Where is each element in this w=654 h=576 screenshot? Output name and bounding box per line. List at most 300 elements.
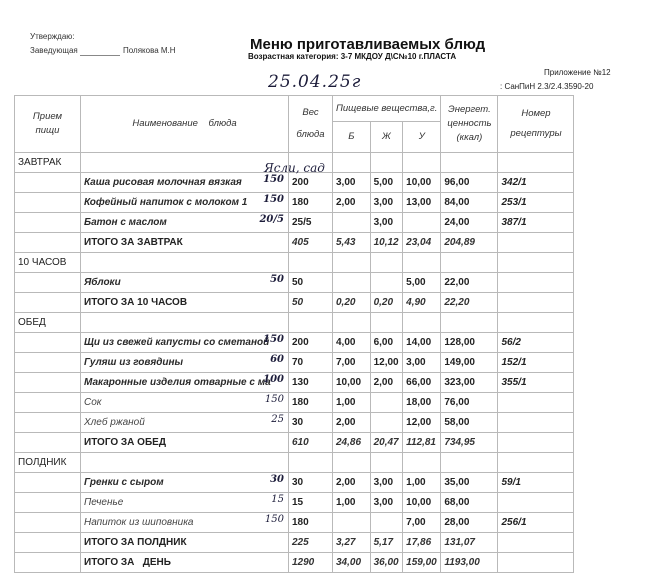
- handwritten-date: 25.04.25г: [268, 72, 362, 92]
- total-protein: [333, 233, 371, 253]
- dish-row: [15, 273, 574, 293]
- empty-cell: [498, 153, 574, 173]
- total-label: [81, 293, 289, 313]
- dish-row: [15, 193, 574, 213]
- empty-cell: [498, 453, 574, 473]
- protein-value-text: 1,00: [336, 397, 356, 408]
- section-blank: [81, 253, 289, 273]
- menu-table: [14, 95, 574, 573]
- dish-weight-text: 180: [292, 197, 309, 208]
- dish-name: [81, 493, 289, 513]
- handwritten-portion: 100: [263, 374, 284, 385]
- header-protein: Б: [333, 122, 371, 153]
- dish-name: [81, 373, 289, 393]
- meal-blank: [15, 273, 81, 293]
- fat-value-text: 12,00: [373, 357, 399, 368]
- dish-name-text: Напиток из шиповника: [84, 517, 194, 528]
- dish-weight-text: 180: [292, 517, 309, 528]
- section-row: [15, 153, 574, 173]
- section-title: [15, 253, 81, 273]
- fat-value: [370, 473, 403, 493]
- approve-name: Полякова М.Н: [123, 46, 176, 55]
- section-title: [15, 153, 81, 173]
- day-total-energy-text: 1193,00: [444, 557, 480, 568]
- handwritten-portion: 20/5: [259, 214, 284, 225]
- total-carbs: [403, 233, 441, 253]
- header-nutrients: Пищевые вещества,г.: [333, 96, 441, 122]
- protein-value-text: 7,00: [336, 357, 356, 368]
- total-protein-text: 24,86: [336, 437, 362, 448]
- dish-name: [81, 413, 289, 433]
- meal-blank: [15, 553, 81, 573]
- total-energy: [441, 233, 498, 253]
- total-weight-text: 225: [292, 537, 309, 548]
- dish-name-text: Печенье: [84, 497, 124, 508]
- empty-cell: [370, 313, 403, 333]
- empty-cell: [370, 153, 403, 173]
- dish-weight: [289, 413, 333, 433]
- handwritten-slash: [289, 413, 290, 432]
- recipe-number: [498, 473, 574, 493]
- document-subtitle: Возрастная категория: 3-7 МКДОУ Д\С№10 г.ПЛАСТА: [248, 52, 457, 61]
- total-carbs-text: 17,86: [406, 537, 432, 548]
- dish-name: [81, 513, 289, 533]
- protein-value-text: 4,00: [336, 337, 356, 348]
- protein-value: [333, 173, 371, 193]
- total-label: [81, 433, 289, 453]
- recipe-number-text: 56/2: [501, 337, 521, 348]
- recipe-blank: [498, 293, 574, 313]
- handwritten-portion: 150: [264, 394, 284, 405]
- dish-name-text: Каша рисовая молочная вязкая: [84, 177, 242, 188]
- total-fat-text: 20,47: [373, 437, 399, 448]
- protein-value: [333, 373, 371, 393]
- total-protein-text: 3,27: [336, 537, 356, 548]
- handwritten-note: Ясли, сад: [264, 160, 325, 175]
- handwritten-portion: 60: [270, 354, 284, 365]
- dish-name-text: Хлеб ржаной: [84, 417, 145, 428]
- handwritten-portion: 30: [270, 474, 284, 485]
- total-label-text: ИТОГО ЗА ОБЕД: [84, 437, 166, 448]
- dish-weight-text: 50: [292, 277, 304, 288]
- dish-row: [15, 493, 574, 513]
- recipe-number: [498, 393, 574, 413]
- carbs-value: [403, 213, 441, 233]
- total-fat-text: 10,12: [373, 237, 399, 248]
- dish-name: [81, 173, 289, 193]
- empty-cell: [333, 153, 371, 173]
- dish-row: [15, 213, 574, 233]
- fat-value-text: 3,00: [373, 217, 394, 228]
- carbs-value-text: 10,00: [406, 177, 432, 188]
- energy-value-text: 58,00: [444, 417, 470, 428]
- dish-weight: [289, 513, 333, 533]
- carbs-value: [403, 273, 441, 293]
- energy-value-text: 128,00: [444, 337, 475, 348]
- recipe-number-text: 59/1: [501, 477, 521, 488]
- section-title-text: 10 ЧАСОВ: [18, 257, 67, 268]
- handwritten-portion: 15: [271, 494, 284, 505]
- dish-name-text: Кофейный напиток с молоком 1: [84, 197, 248, 208]
- header-meal: Прием пищи: [15, 96, 81, 153]
- recipe-number: [498, 173, 574, 193]
- protein-value-text: 10,00: [336, 377, 362, 388]
- recipe-number-text: 152/1: [501, 357, 527, 368]
- recipe-number-text: 256/1: [501, 517, 527, 528]
- recipe-number: [498, 333, 574, 353]
- day-total-protein-text: 34,00: [336, 557, 362, 568]
- header-dish-name: Наименование блюда: [81, 96, 289, 153]
- dish-weight-text: 15: [292, 497, 304, 508]
- empty-cell: [403, 453, 441, 473]
- section-title-text: ОБЕД: [18, 317, 46, 328]
- recipe-blank: [498, 553, 574, 573]
- total-energy-text: 204,89: [444, 237, 475, 248]
- protein-value: [333, 473, 371, 493]
- carbs-value: [403, 333, 441, 353]
- energy-value: [441, 373, 498, 393]
- dish-weight: [289, 213, 333, 233]
- energy-value: [441, 513, 498, 533]
- protein-value: [333, 413, 371, 433]
- empty-cell: [333, 313, 371, 333]
- sanpin-label: : СанПиН 2.3/2.4.3590-20: [500, 82, 594, 91]
- header-energy: Энергет. ценность (ккал): [441, 96, 498, 153]
- dish-row: [15, 393, 574, 413]
- dish-name: [81, 193, 289, 213]
- total-weight-text: 50: [292, 297, 304, 308]
- recipe-blank: [498, 533, 574, 553]
- total-row: [15, 293, 574, 313]
- recipe-number: [498, 493, 574, 513]
- energy-value-text: 24,00: [444, 217, 470, 228]
- dish-weight-text: 130: [292, 377, 309, 388]
- empty-cell: [498, 313, 574, 333]
- section-row: [15, 253, 574, 273]
- handwritten-slash: [289, 393, 290, 412]
- day-total-label: [81, 553, 289, 573]
- recipe-number: [498, 513, 574, 533]
- section-title-text: ПОЛДНИК: [18, 457, 67, 468]
- handwritten-portion: 25: [271, 414, 284, 425]
- dish-name-text: Гренки с сыром: [84, 477, 164, 488]
- total-label-text: ИТОГО ЗА ПОЛДНИК: [84, 537, 187, 548]
- dish-name: [81, 473, 289, 493]
- fat-value: [370, 213, 403, 233]
- fat-value-text: 6,00: [373, 337, 394, 348]
- handwritten-portion: 50: [270, 274, 284, 285]
- energy-value: [441, 493, 498, 513]
- meal-blank: [15, 393, 81, 413]
- energy-value-text: 35,00: [444, 477, 470, 488]
- recipe-blank: [498, 433, 574, 453]
- carbs-value-text: 14,00: [406, 337, 432, 348]
- day-total-row: [15, 553, 574, 573]
- fat-value: [370, 413, 403, 433]
- empty-cell: [403, 153, 441, 173]
- dish-weight: [289, 373, 333, 393]
- meal-blank: [15, 513, 81, 533]
- total-fat: [370, 293, 403, 313]
- dish-weight-text: 200: [292, 337, 309, 348]
- signature-line: [80, 55, 120, 56]
- handwritten-slash: [289, 193, 290, 212]
- total-row: [15, 233, 574, 253]
- empty-cell: [333, 253, 371, 273]
- dish-weight-text: 25/5: [292, 217, 312, 228]
- dish-weight: [289, 473, 333, 493]
- meal-blank: [15, 533, 81, 553]
- protein-value-text: 2,00: [336, 477, 356, 488]
- carbs-value-text: 13,00: [406, 197, 432, 208]
- section-row: [15, 313, 574, 333]
- empty-cell: [441, 153, 498, 173]
- energy-value: [441, 333, 498, 353]
- dish-weight: [289, 173, 333, 193]
- empty-cell: [289, 313, 333, 333]
- handwritten-portion: 150: [263, 174, 284, 185]
- recipe-number: [498, 193, 574, 213]
- fat-value: [370, 273, 403, 293]
- fat-value: [370, 393, 403, 413]
- carbs-value: [403, 513, 441, 533]
- empty-cell: [333, 453, 371, 473]
- total-protein-text: 0,20: [336, 297, 356, 308]
- recipe-blank: [498, 233, 574, 253]
- total-weight-text: 405: [292, 237, 309, 248]
- recipe-number: [498, 213, 574, 233]
- section-row: [15, 453, 574, 473]
- energy-value: [441, 273, 498, 293]
- dish-row: [15, 353, 574, 373]
- meal-blank: [15, 193, 81, 213]
- meal-blank: [15, 413, 81, 433]
- day-total-carbs-text: 159,00: [406, 557, 437, 568]
- total-energy: [441, 293, 498, 313]
- dish-name-text: Сок: [84, 397, 102, 408]
- meal-blank: [15, 173, 81, 193]
- energy-value: [441, 193, 498, 213]
- fat-value-text: 3,00: [373, 197, 394, 208]
- total-fat-text: 5,17: [373, 537, 394, 548]
- total-weight: [289, 533, 333, 553]
- dish-row: [15, 473, 574, 493]
- carbs-value: [403, 373, 441, 393]
- total-label-text: ИТОГО ЗА 10 ЧАСОВ: [84, 297, 188, 308]
- energy-value-text: 96,00: [444, 177, 470, 188]
- handwritten-portion: 150: [263, 334, 284, 345]
- total-weight-text: 610: [292, 437, 309, 448]
- total-label-text: ИТОГО ЗА ЗАВТРАК: [84, 237, 183, 248]
- dish-weight: [289, 393, 333, 413]
- energy-value: [441, 213, 498, 233]
- header-carbs: У: [403, 122, 441, 153]
- protein-value-text: 1,00: [336, 497, 356, 508]
- carbs-value: [403, 393, 441, 413]
- fat-value: [370, 513, 403, 533]
- dish-name-text: Батон с маслом: [84, 217, 167, 228]
- dish-name: [81, 213, 289, 233]
- recipe-number-text: 387/1: [501, 217, 527, 228]
- day-total-fat-text: 36,00: [373, 557, 399, 568]
- carbs-value-text: 12,00: [406, 417, 432, 428]
- energy-value: [441, 473, 498, 493]
- day-total-weight: [289, 553, 333, 573]
- protein-value: [333, 393, 371, 413]
- fat-value: [370, 333, 403, 353]
- energy-value-text: 323,00: [444, 377, 475, 388]
- carbs-value-text: 18,00: [406, 397, 432, 408]
- section-title-text: ЗАВТРАК: [18, 157, 62, 168]
- recipe-number: [498, 413, 574, 433]
- meal-blank: [15, 493, 81, 513]
- day-total-weight-text: 1290: [292, 557, 315, 568]
- protein-value-text: 3,00: [336, 177, 356, 188]
- carbs-value: [403, 473, 441, 493]
- approve-label: Утверждаю:: [30, 32, 75, 41]
- handwritten-portion: 150: [264, 514, 284, 525]
- day-total-energy: [441, 553, 498, 573]
- handwritten-slash: [289, 333, 290, 352]
- section-title: [15, 313, 81, 333]
- empty-cell: [289, 453, 333, 473]
- day-total-fat: [370, 553, 403, 573]
- empty-cell: [403, 313, 441, 333]
- recipe-number-text: 253/1: [501, 197, 527, 208]
- energy-value-text: 68,00: [444, 497, 470, 508]
- empty-cell: [370, 453, 403, 473]
- handwritten-slash: [289, 353, 290, 372]
- empty-cell: [441, 313, 498, 333]
- total-energy: [441, 433, 498, 453]
- dish-name-text: Яблоки: [84, 277, 121, 288]
- dish-row: [15, 373, 574, 393]
- handwritten-slash: [289, 373, 290, 392]
- total-protein: [333, 533, 371, 553]
- handwritten-slash: [289, 513, 290, 532]
- carbs-value: [403, 493, 441, 513]
- dish-row: [15, 333, 574, 353]
- handwritten-portion: 150: [263, 194, 284, 205]
- meal-blank: [15, 373, 81, 393]
- empty-cell: [289, 253, 333, 273]
- day-total-label-text: ИТОГО ЗА ДЕНЬ: [84, 557, 171, 568]
- section-blank: [81, 313, 289, 333]
- total-label: [81, 233, 289, 253]
- dish-weight-text: 70: [292, 357, 304, 368]
- fat-value-text: 3,00: [373, 477, 394, 488]
- total-carbs-text: 23,04: [406, 237, 432, 248]
- fat-value: [370, 193, 403, 213]
- empty-cell: [370, 253, 403, 273]
- fat-value-text: 3,00: [373, 497, 394, 508]
- fat-value: [370, 493, 403, 513]
- dish-name: [81, 333, 289, 353]
- total-weight: [289, 233, 333, 253]
- header-fat: Ж: [370, 122, 403, 153]
- recipe-number: [498, 353, 574, 373]
- protein-value: [333, 353, 371, 373]
- dish-name: [81, 393, 289, 413]
- dish-weight: [289, 353, 333, 373]
- dish-weight: [289, 193, 333, 213]
- dish-weight: [289, 273, 333, 293]
- handwritten-slash: [289, 273, 290, 292]
- appendix-label: Приложение №12: [544, 68, 611, 77]
- protein-value: [333, 333, 371, 353]
- protein-value-text: 2,00: [336, 197, 356, 208]
- total-carbs: [403, 433, 441, 453]
- section-blank: [81, 153, 325, 175]
- carbs-value: [403, 173, 441, 193]
- empty-cell: [441, 253, 498, 273]
- carbs-value-text: 3,00: [406, 357, 426, 368]
- recipe-number-text: 342/1: [501, 177, 527, 188]
- protein-value: [333, 273, 371, 293]
- carbs-value-text: 7,00: [406, 517, 426, 528]
- total-fat-text: 0,20: [373, 297, 394, 308]
- dish-name-text: Макаронные изделия отварные с ма: [84, 377, 271, 388]
- total-weight: [289, 433, 333, 453]
- dish-weight-text: 180: [292, 397, 309, 408]
- dish-weight: [289, 333, 333, 353]
- recipe-number-text: 355/1: [501, 377, 527, 388]
- meal-blank: [15, 213, 81, 233]
- energy-value: [441, 353, 498, 373]
- total-energy-text: 734,95: [444, 437, 475, 448]
- handwritten-slash: [289, 213, 290, 232]
- fat-value-text: 2,00: [373, 377, 394, 388]
- dish-name: [81, 273, 289, 293]
- fat-value: [370, 353, 403, 373]
- meal-blank: [15, 433, 81, 453]
- carbs-value-text: 1,00: [406, 477, 426, 488]
- dish-name-text: Щи из свежей капусты со сметаной: [84, 337, 270, 348]
- section-title: [15, 453, 81, 473]
- meal-blank: [15, 233, 81, 253]
- handwritten-slash: [289, 173, 290, 192]
- energy-value: [441, 173, 498, 193]
- protein-value-text: 2,00: [336, 417, 356, 428]
- total-carbs: [403, 293, 441, 313]
- energy-value-text: 28,00: [444, 517, 470, 528]
- energy-value: [441, 413, 498, 433]
- meal-blank: [15, 353, 81, 373]
- total-row: [15, 533, 574, 553]
- total-carbs: [403, 533, 441, 553]
- energy-value: [441, 393, 498, 413]
- carbs-value: [403, 193, 441, 213]
- dish-weight-text: 200: [292, 177, 309, 188]
- empty-cell: [441, 453, 498, 473]
- empty-cell: [403, 253, 441, 273]
- section-blank: [81, 453, 289, 473]
- dish-row: [15, 173, 574, 193]
- total-energy-text: 22,20: [444, 297, 470, 308]
- protein-value: [333, 513, 371, 533]
- empty-cell: [498, 253, 574, 273]
- energy-value-text: 76,00: [444, 397, 470, 408]
- dish-row: [15, 513, 574, 533]
- dish-row: [15, 413, 574, 433]
- dish-weight: [289, 493, 333, 513]
- fat-value: [370, 373, 403, 393]
- total-row: [15, 433, 574, 453]
- total-protein: [333, 433, 371, 453]
- total-fat: [370, 533, 403, 553]
- meal-blank: [15, 333, 81, 353]
- dish-weight-text: 30: [292, 417, 304, 428]
